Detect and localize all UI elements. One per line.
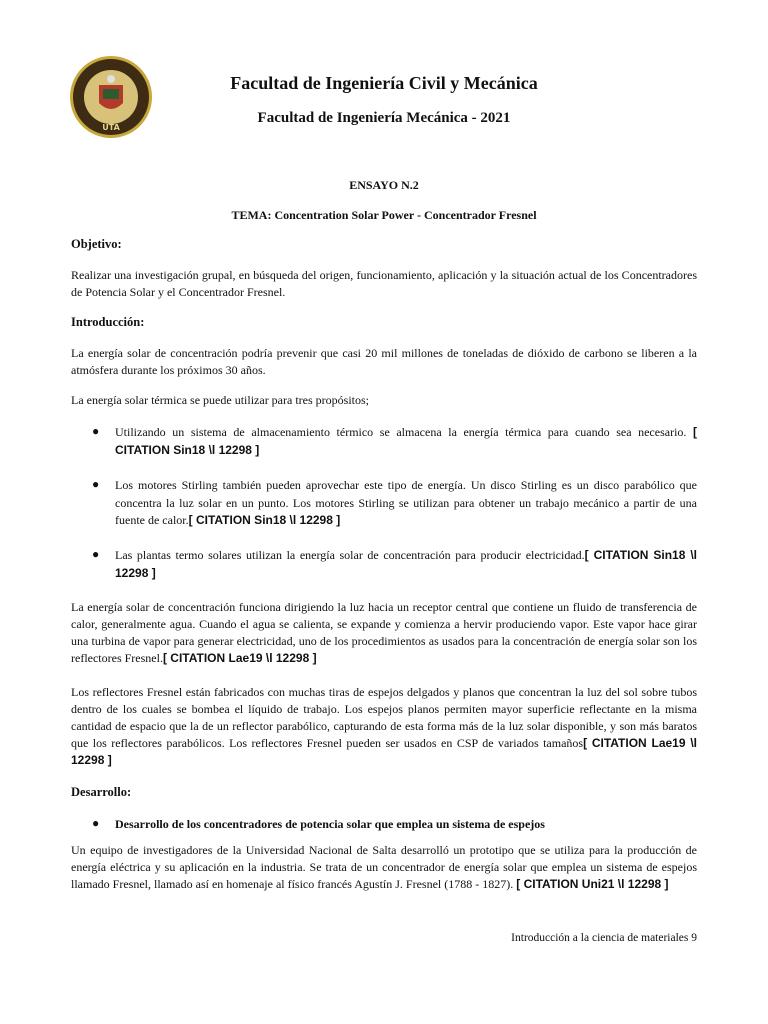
citation: [ CITATION Lae19 \l 12298 ]	[162, 651, 317, 665]
objective-heading: Objetivo:	[71, 237, 122, 251]
essay-topic: TEMA: Concentration Solar Power - Concentrador Fresnel	[231, 208, 537, 222]
paragraph-text: Los reflectores Fresnel están fabricados con muchas tiras de espejos delgados y planos que concentran la luz del sol sobre tubos dentro de los cuales se bombea el líquido de trabajo. Los espejos planos permiten mayor superficie reflectante en la misma cantidad de espacio que la de un reflector parabólico, capturando de esta forma más de la luz solar disponible, y son más baratos que los reflectores parabólicos. Los reflectores Fresnel pueden ser usados en CSP de variados tamaños	[71, 685, 697, 750]
intro-bullet-3	[115, 547, 697, 582]
bullet-dot: ●	[92, 477, 100, 491]
bullet-text: Las plantas termo solares utilizan la energía solar de concentración para producir electricidad.	[115, 548, 585, 562]
citation: [ CITATION Lae19 \l 12298 ]	[71, 736, 697, 767]
document-subtitle: Facultad de Ingeniería Mecánica - 2021	[257, 110, 511, 126]
bullet-text: Utilizando un sistema de almacenamiento térmico se almacena la energía térmica para cuando sea necesario.	[115, 425, 693, 439]
paragraph-text: La energía solar de concentración funciona dirigiendo la luz hacia un receptor central que contiene un fluido de transferencia de calor, generalmente agua. Cuando el agua se calienta, se expande y comienza a hervir produciendo vapor. Este vapor hace girar una turbina de vapor para generar electricidad, uno de los procedimientos as usados para la concentración de energía solar son los reflectores Fresnel.	[71, 600, 697, 665]
bullet-dot: ●	[92, 424, 100, 438]
intro-paragraph-4	[71, 684, 697, 769]
intro-paragraph-3	[71, 599, 697, 667]
citation: [ CITATION Sin18 \l 12298 ]	[115, 425, 697, 457]
development-paragraph-1	[71, 842, 697, 893]
citation: [ CITATION Uni21 \l 12298 ]	[516, 877, 669, 891]
citation: [ CITATION Sin18 \l 12298 ]	[188, 513, 341, 527]
logo-initials: UTA	[102, 123, 120, 132]
bullet-dot: ●	[92, 816, 100, 830]
development-bullet: Desarrollo de los concentradores de potencia solar que emplea un sistema de espejos	[115, 817, 545, 831]
objective-text: Realizar una investigación grupal, en búsqueda del origen, funcionamiento, aplicación y la situación actual de los Concentradores de Potencia Solar y el Concentrador Fresnel.	[71, 268, 697, 299]
document-title: Facultad de Ingeniería Civil y Mecánica	[230, 73, 538, 93]
intro-paragraph-1: La energía solar de concentración podría prevenir que casi 20 mil millones de toneladas de dióxido de carbono se liberen a la atmósfera durante los próximos 30 años.	[71, 346, 697, 377]
citation: [ CITATION Sin18 \l 12298 ]	[115, 548, 697, 580]
bullet-text: Los motores Stirling también pueden aprovechar este tipo de energía. Un disco Stirling es un disco parabólico que concentra la luz solar en un punto. Los motores Stirling se utilizan para obtener un trabajo mecánico a partir de una fuente de calor.	[115, 478, 697, 527]
intro-paragraph-2: La energía solar térmica se puede utilizar para tres propósitos;	[71, 393, 369, 407]
university-logo	[69, 55, 153, 139]
page-footer: Introducción a la ciencia de materiales 9	[511, 932, 697, 944]
paragraph-text: Un equipo de investigadores de la Universidad Nacional de Salta desarrolló un prototipo que se utiliza para la producción de energía eléctrica y su aplicación en la industria. Se trata de un concentrador de energía solar que emplea un sistema de espejos llamado Fresnel, llamado así en homenaje al físico francés Agustín J. Fresnel (1788 - 1827).	[71, 843, 697, 891]
bullet-dot: ●	[92, 547, 100, 561]
intro-bullet-2	[115, 477, 697, 530]
introduction-heading: Introducción:	[71, 315, 145, 329]
intro-bullet-1	[115, 424, 697, 459]
development-heading: Desarrollo:	[71, 785, 132, 799]
essay-number: ENSAYO N.2	[349, 178, 419, 192]
